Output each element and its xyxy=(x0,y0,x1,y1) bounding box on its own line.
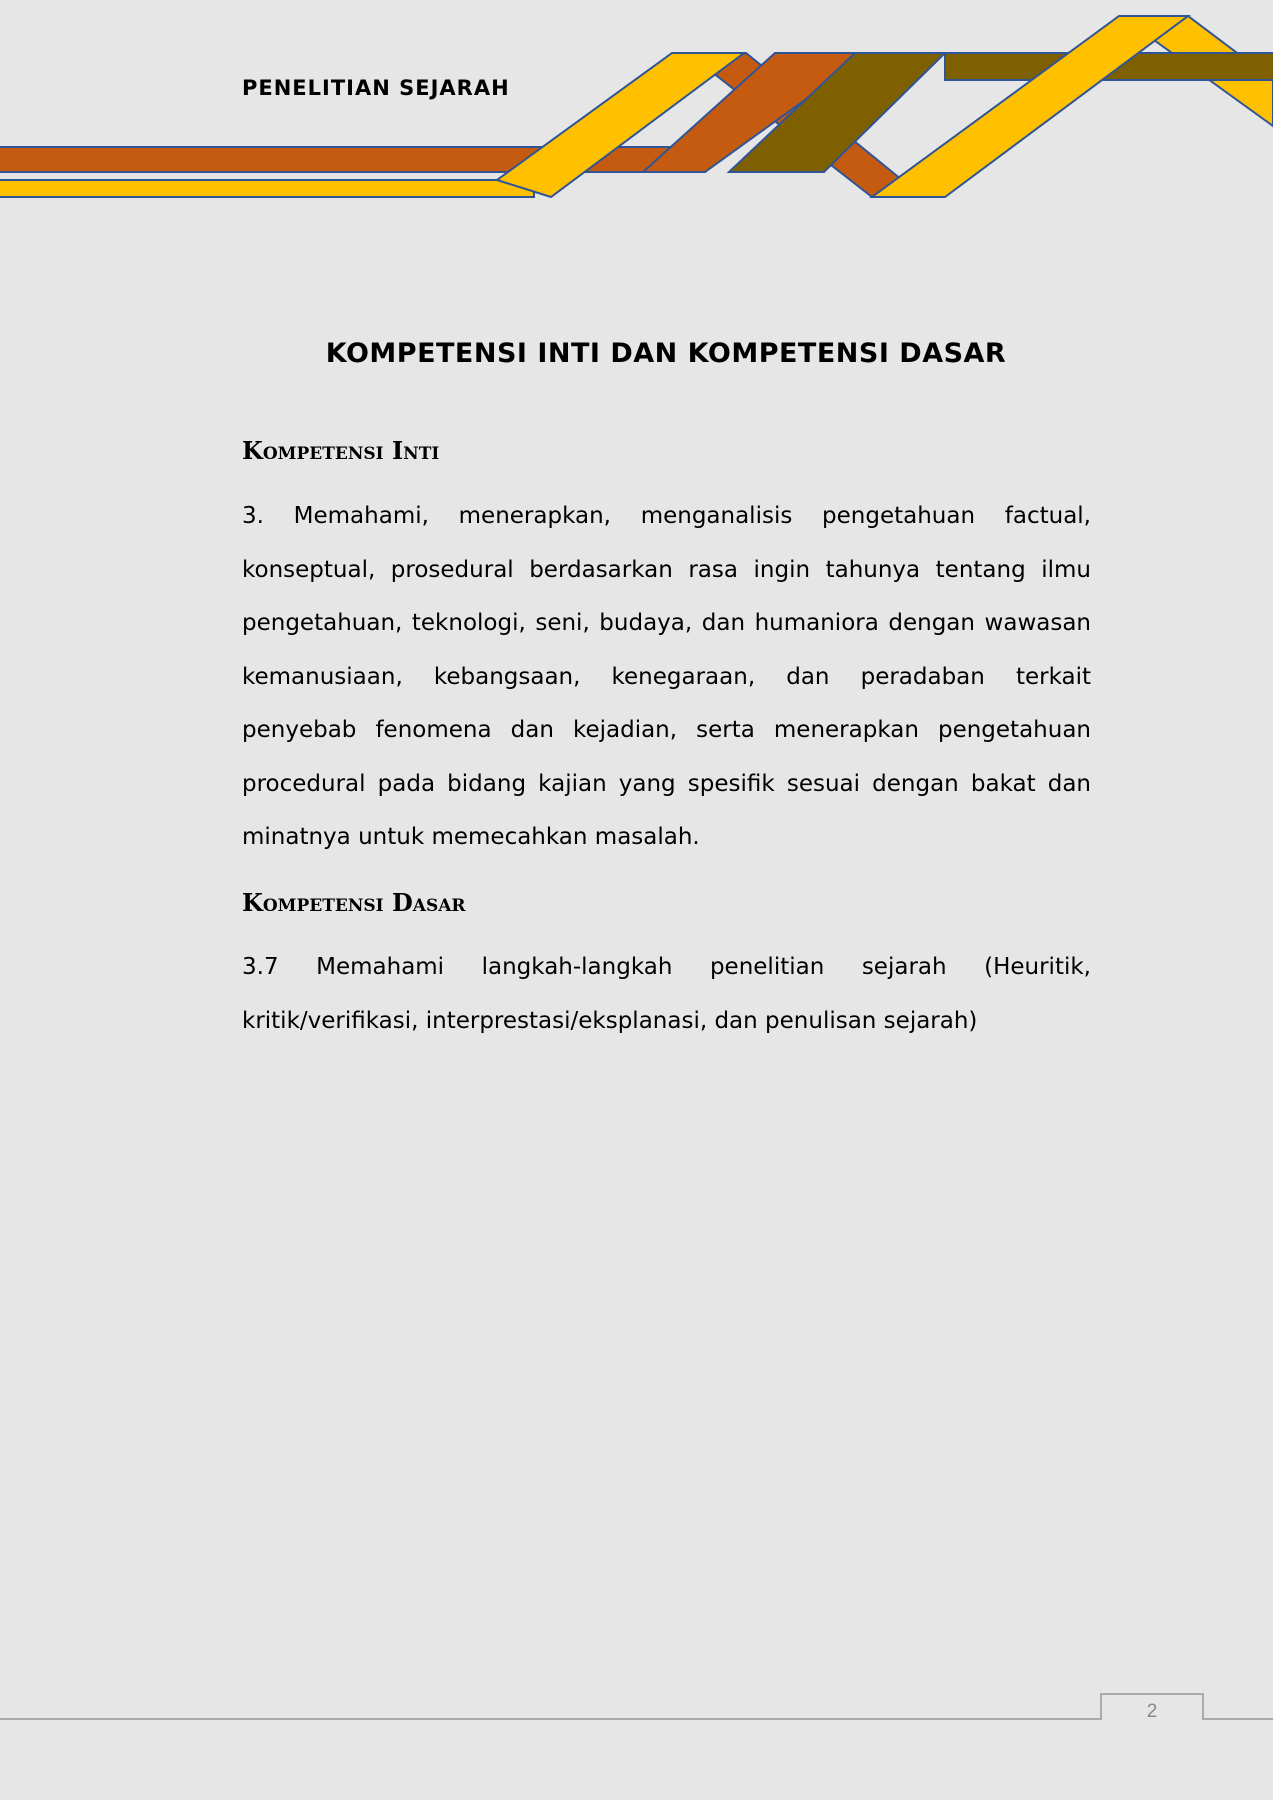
kompetensi-inti-heading: Kompetensi Inti xyxy=(242,436,440,465)
kompetensi-dasar-text: 3.7 Memahami langkah-langkah penelitian sejarah (Heuritik, kritik/verifikasi, interprestasi/eksplanasi, dan penulisan sejarah) xyxy=(242,954,1091,1034)
page-number: 2 xyxy=(1100,1693,1204,1720)
yellow-horizontal-bar xyxy=(0,180,534,197)
running-header: PENELITIAN SEJARAH xyxy=(242,76,510,100)
footer-line-left xyxy=(0,1718,1100,1720)
kompetensi-dasar-heading: Kompetensi Dasar xyxy=(242,888,466,917)
kompetensi-inti-text: 3. Memahami, menerapkan, menganalisis pengetahuan factual, konseptual, prosedural berdasarkan rasa ingin tahunya tentang ilmu pengetahuan, teknologi, seni, budaya, dan humaniora dengan wawasan kemanusiaan, kebangsaan, kenegaraan, dan peradaban terkait penyebab fenomena dan kejadian, serta menerapkan pengetahuan procedural pada bidang kajian yang spesifik sesuai dengan bakat dan minatnya untuk memecahkan masalah. xyxy=(242,503,1091,850)
page-title: KOMPETENSI INTI DAN KOMPETENSI DASAR xyxy=(325,338,1007,369)
footer-line-right xyxy=(1202,1718,1273,1720)
yellow-diagonal-big xyxy=(872,16,1188,197)
header-stripes-decoration xyxy=(0,0,1273,220)
